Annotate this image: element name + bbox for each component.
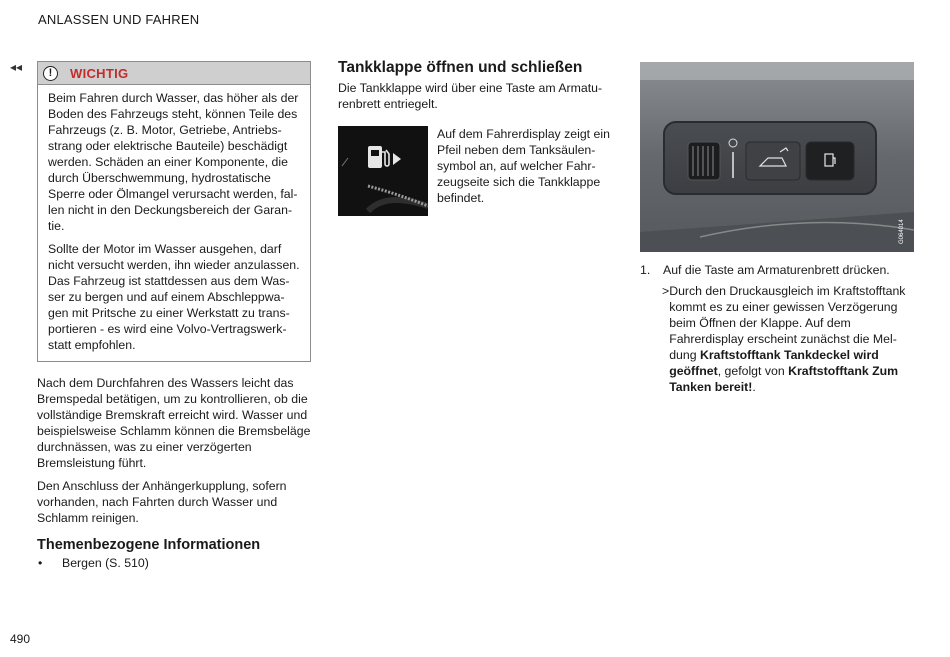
running-header: ANLASSEN UND FAHREN xyxy=(38,12,200,27)
left-column xyxy=(37,61,311,571)
list-item[interactable] xyxy=(37,555,311,571)
section-title: Tankklappe öffnen und schließen xyxy=(338,59,583,76)
result-text xyxy=(669,283,916,395)
body-paragraph: Nach dem Durchfahren des Wassers leicht das Bremspedal betätigen, um zu kontrollieren, ob die vollständige Bremskraft erreicht wird. Wasser und beispielsweise Schlamm können die Bremsbeläge durchnässen, was zu einer verzögerten Bremsleistung führt. xyxy=(37,376,311,470)
result-text-part: Durch den Druckausgleich im Kraftstofftank kommt es zu einer gewissen Verzögerung beim Öffnen der Klappe. Auf dem Fahrerdisplay erscheint zunächst die Meldung xyxy=(669,284,906,362)
image-code: G064014 xyxy=(899,219,905,244)
right-column xyxy=(640,262,916,395)
step-item xyxy=(640,262,916,278)
warning-paragraph: Sollte der Motor im Wasser ausgehen, darf nicht versucht werden, ihn wieder anzulassen. Das Fahrzeug ist stattdessen aus dem Wasser zu bergen und auf einem Abschleppwagen mit Pritsche zu einer Werkstatt zu transportieren - es wird eine Volvo-Vertragswerkstatt empfohlen. xyxy=(48,242,300,352)
related-info-list xyxy=(37,555,311,571)
step-number: 1. xyxy=(640,263,651,277)
warning-body xyxy=(38,85,310,361)
exclamation-icon: ! xyxy=(43,66,58,81)
related-link[interactable]: Bergen (S. 510) xyxy=(62,556,149,570)
back-arrows-icon[interactable]: ◂◂ xyxy=(10,60,23,74)
page-number: 490 xyxy=(10,632,31,646)
display-message: Kraftstofftank Zum Tanken bereit! xyxy=(669,364,899,394)
warning-paragraph: Beim Fahren durch Wasser, das höher als der Boden des Fahrzeugs steht, können Teile des Fahrzeugs (z. B. Motor, Getriebe, Antriebsstrang oder elektrische Bauteile) beschädigt werden. Schäden an einer Komponente, die durch Überschwemmung, hydrostatische Sperre oder Ölmangel verursacht werden, fallen nicht in den Deckungsbereich der Garantie. xyxy=(48,91,299,233)
result-text-part: , gefolgt von xyxy=(717,364,789,378)
step-text: Auf die Taste am Armaturenbrett drücken. xyxy=(663,263,890,277)
related-info-title: Themenbezogene Informationen xyxy=(37,537,261,553)
warning-box xyxy=(37,61,311,362)
driver-display-illustration xyxy=(338,126,428,216)
dashboard-button-photo xyxy=(640,62,914,252)
after-water-text xyxy=(37,375,311,526)
result-marker: > xyxy=(662,284,670,298)
middle-column xyxy=(338,58,614,216)
body-paragraph: Den Anschluss der Anhängerkupplung, sofern vorhanden, nach Fahrten durch Wasser und Schlamm reinigen. xyxy=(37,479,287,525)
step-result xyxy=(662,283,916,395)
result-text-part: . xyxy=(752,380,756,394)
display-message: Kraftstofftank Tankdeckel wird geöffnet xyxy=(669,348,879,378)
display-illustration-row xyxy=(338,126,614,216)
warning-header xyxy=(38,62,310,85)
bullet: • xyxy=(38,556,43,570)
intro-paragraph: Die Tankklappe wird über eine Taste am Armaturenbrett entriegelt. xyxy=(338,81,603,111)
warning-title: WICHTIG xyxy=(70,65,129,81)
display-description: Auf dem Fahrerdisplay zeigt ein Pfeil neben dem Tanksäulensymbol an, auf welcher Fahrzeugseite sich die Tankklappe befindet. xyxy=(437,127,610,205)
